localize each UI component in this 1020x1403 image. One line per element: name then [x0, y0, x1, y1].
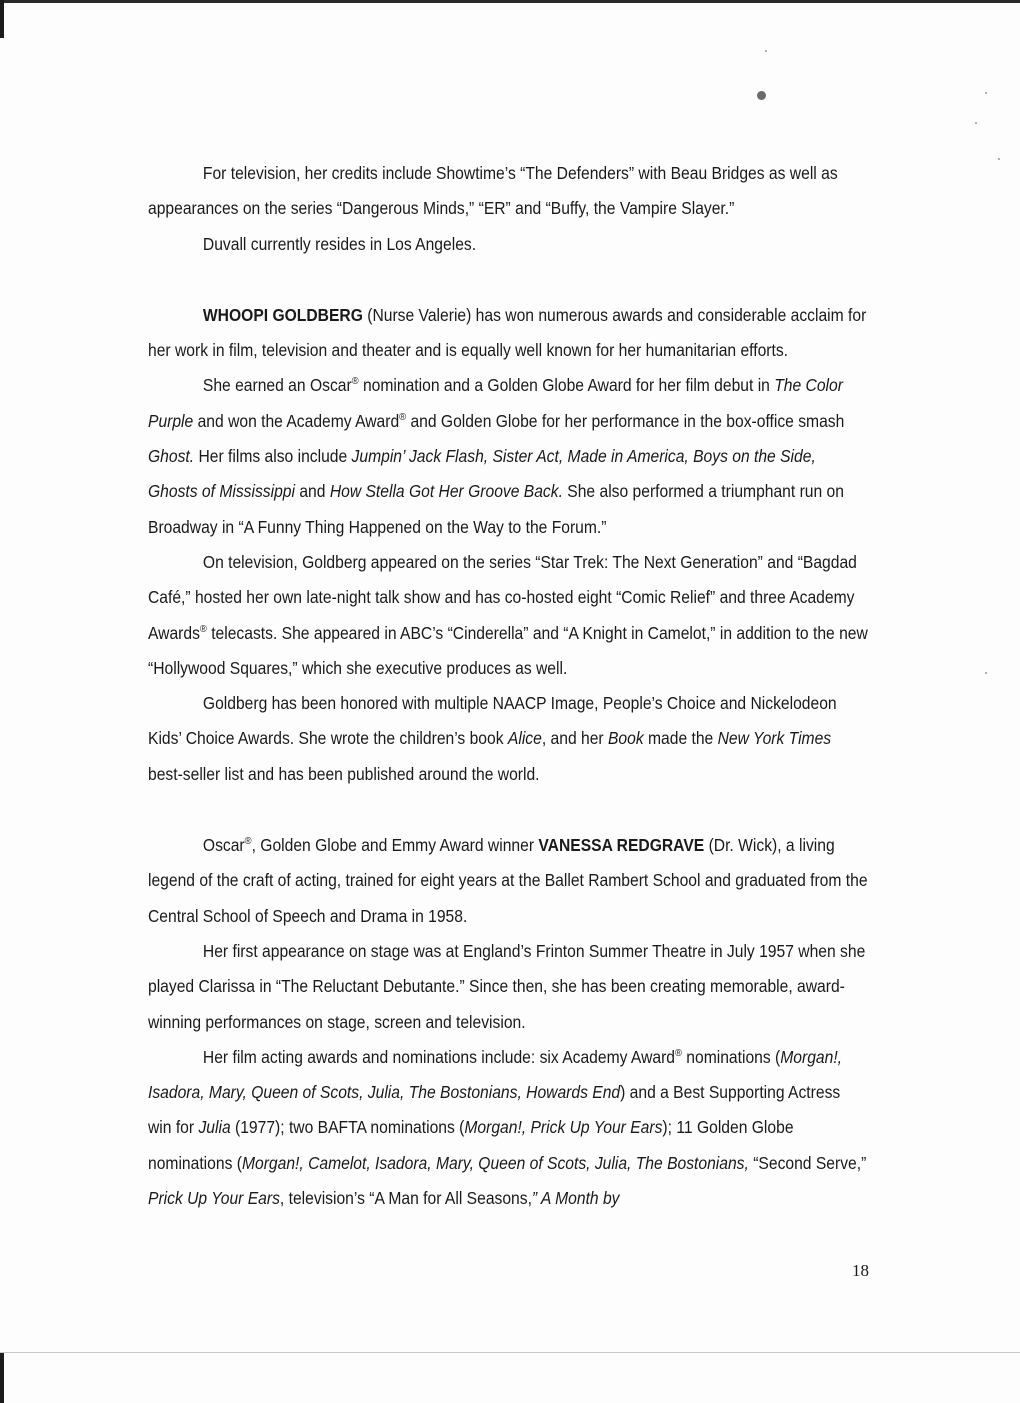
italic-title: Morgan!, Camelot, Isadora, Mary, Queen of Scots, Julia, The Bostonians,: [241, 1152, 749, 1173]
text-run: and: [294, 481, 330, 502]
scan-dust: [998, 158, 1000, 160]
paragraph-gap: [148, 262, 868, 298]
italic-title: Book: [607, 728, 644, 749]
text-run: , Golden Globe and Emmy Award winner: [251, 835, 539, 856]
paragraph-p1: [148, 156, 868, 227]
scan-edge-top: [0, 0, 1020, 3]
text-run: She earned an Oscar: [202, 375, 352, 396]
text-run: telecasts. She appeared in ABC’s “Cinderella” and “A Knight in Camelot,” in addition to the new “Hollywood Squares,” which she executive produces as well.: [148, 622, 868, 678]
text-run: (Dr. Wick), a living legend of the craft of acting, trained for eight years at the Ballet Rambert School and graduated from the Central School of Speech and Drama in 1958.: [148, 835, 868, 926]
page-number: 18: [852, 1261, 869, 1280]
scan-edge-left-bottom: [0, 1352, 4, 1403]
text-run: nomination and a Golden Globe Award for her film debut in: [358, 375, 775, 396]
text-run: Oscar: [202, 835, 245, 856]
paragraph-p3: [148, 298, 868, 369]
italic-title: Alice: [507, 728, 542, 749]
registered-mark: ®: [199, 623, 207, 635]
scan-dust: [985, 92, 987, 94]
italic-title: How Stella Got Her Groove Back.: [329, 481, 563, 502]
document-body: [148, 156, 868, 1216]
scan-edge-left-top: [0, 0, 4, 38]
text-run: Goldberg has been honored with multiple NAACP Image, People’s Choice and Nickelodeon Kids’ Choice Awards. She wrote the children’s book: [148, 693, 837, 749]
italic-title: Ghost.: [148, 446, 195, 467]
text-run: Her films also include: [194, 446, 352, 467]
paragraph-p8: [148, 934, 868, 1040]
text-run: and Golden Globe for her performance in the box-office smash: [406, 410, 845, 431]
scan-dust: [975, 122, 977, 124]
paragraph-p6: [148, 686, 868, 792]
text-run: Duvall currently resides in Los Angeles.: [202, 233, 477, 254]
ink-speck: [757, 91, 766, 100]
text-run: made the: [643, 728, 718, 749]
paragraph-p5: [148, 545, 868, 686]
text-run: “Second Serve,”: [748, 1152, 867, 1173]
text-run: On television, Goldberg appeared on the series “Star Trek: The Next Generation” and “Bagdad Café,” hosted her own late-night talk show and has co-hosted eight “Comic Relief” and three Academy Awards: [148, 551, 857, 643]
italic-title: ” A Month by: [531, 1188, 620, 1209]
scan-dust: [765, 50, 767, 52]
italic-title: New York Times: [717, 728, 832, 749]
text-run: Her film acting awards and nominations include: six Academy Award: [202, 1046, 676, 1067]
registered-mark: ®: [675, 1048, 682, 1060]
italic-title: Prick Up Your Ears: [148, 1188, 280, 1209]
text-run: and won the Academy Award: [193, 410, 400, 431]
italic-title: Morgan!, Isadora, Mary, Queen of Scots, Julia, The Bostonians, Howards End: [148, 1046, 843, 1103]
name-heading: WHOOPI GOLDBERG: [202, 304, 363, 325]
paragraph-gap: [148, 792, 868, 828]
text-run: For television, her credits include Showtime’s “The Defenders” with Beau Bridges as well as appearances on the series “Dangerous Minds,” “ER” and “Buffy, the Vampire Slayer.”: [148, 163, 838, 219]
text-run: best-seller list and has been published around the world.: [148, 763, 540, 784]
italic-title: Morgan!, Prick Up Your Ears: [464, 1117, 663, 1138]
text-run: ) and a Best Supporting Actress win for: [148, 1082, 841, 1138]
italic-title: The Color Purple: [148, 375, 843, 431]
paragraph-p2: [148, 227, 868, 262]
registered-mark: ®: [351, 376, 359, 388]
paragraph-p9: [148, 1040, 868, 1216]
text-run: , television’s “A Man for All Seasons,: [279, 1188, 532, 1209]
paragraph-p7: [148, 828, 868, 934]
text-run: Her first appearance on stage was at England’s Frinton Summer Theatre in July 1957 when she played Clarissa in “The Reluctant Debutante.” Since then, she has been creating memorable, award-winning performances on stage, screen and television.: [148, 940, 866, 1032]
registered-mark: ®: [399, 411, 407, 423]
text-run: , and her: [541, 728, 608, 749]
text-run: She also performed a triumphant run on Broadway in “A Funny Thing Happened on the Way to the Forum.”: [148, 481, 844, 537]
paragraph-p4: [148, 368, 868, 544]
text-run: (Nurse Valerie) has won numerous awards and considerable acclaim for her work in film, television and theater and is equally well known for her humanitarian efforts.: [148, 304, 867, 361]
text-run: nominations (: [681, 1046, 781, 1067]
text-run: (1977); two BAFTA nominations (: [230, 1117, 465, 1138]
italic-title: Jumpin’ Jack Flash, Sister Act, Made in America, Boys on the Side, Ghosts of Mississippi: [148, 446, 816, 502]
scan-dust: [985, 672, 987, 674]
italic-title: Julia: [198, 1117, 231, 1138]
scan-edge-bottom: [0, 1352, 1020, 1353]
text-run: ); 11 Golden Globe nominations (: [148, 1117, 794, 1173]
registered-mark: ®: [244, 836, 252, 848]
name-heading: VANESSA REDGRAVE: [538, 835, 705, 856]
